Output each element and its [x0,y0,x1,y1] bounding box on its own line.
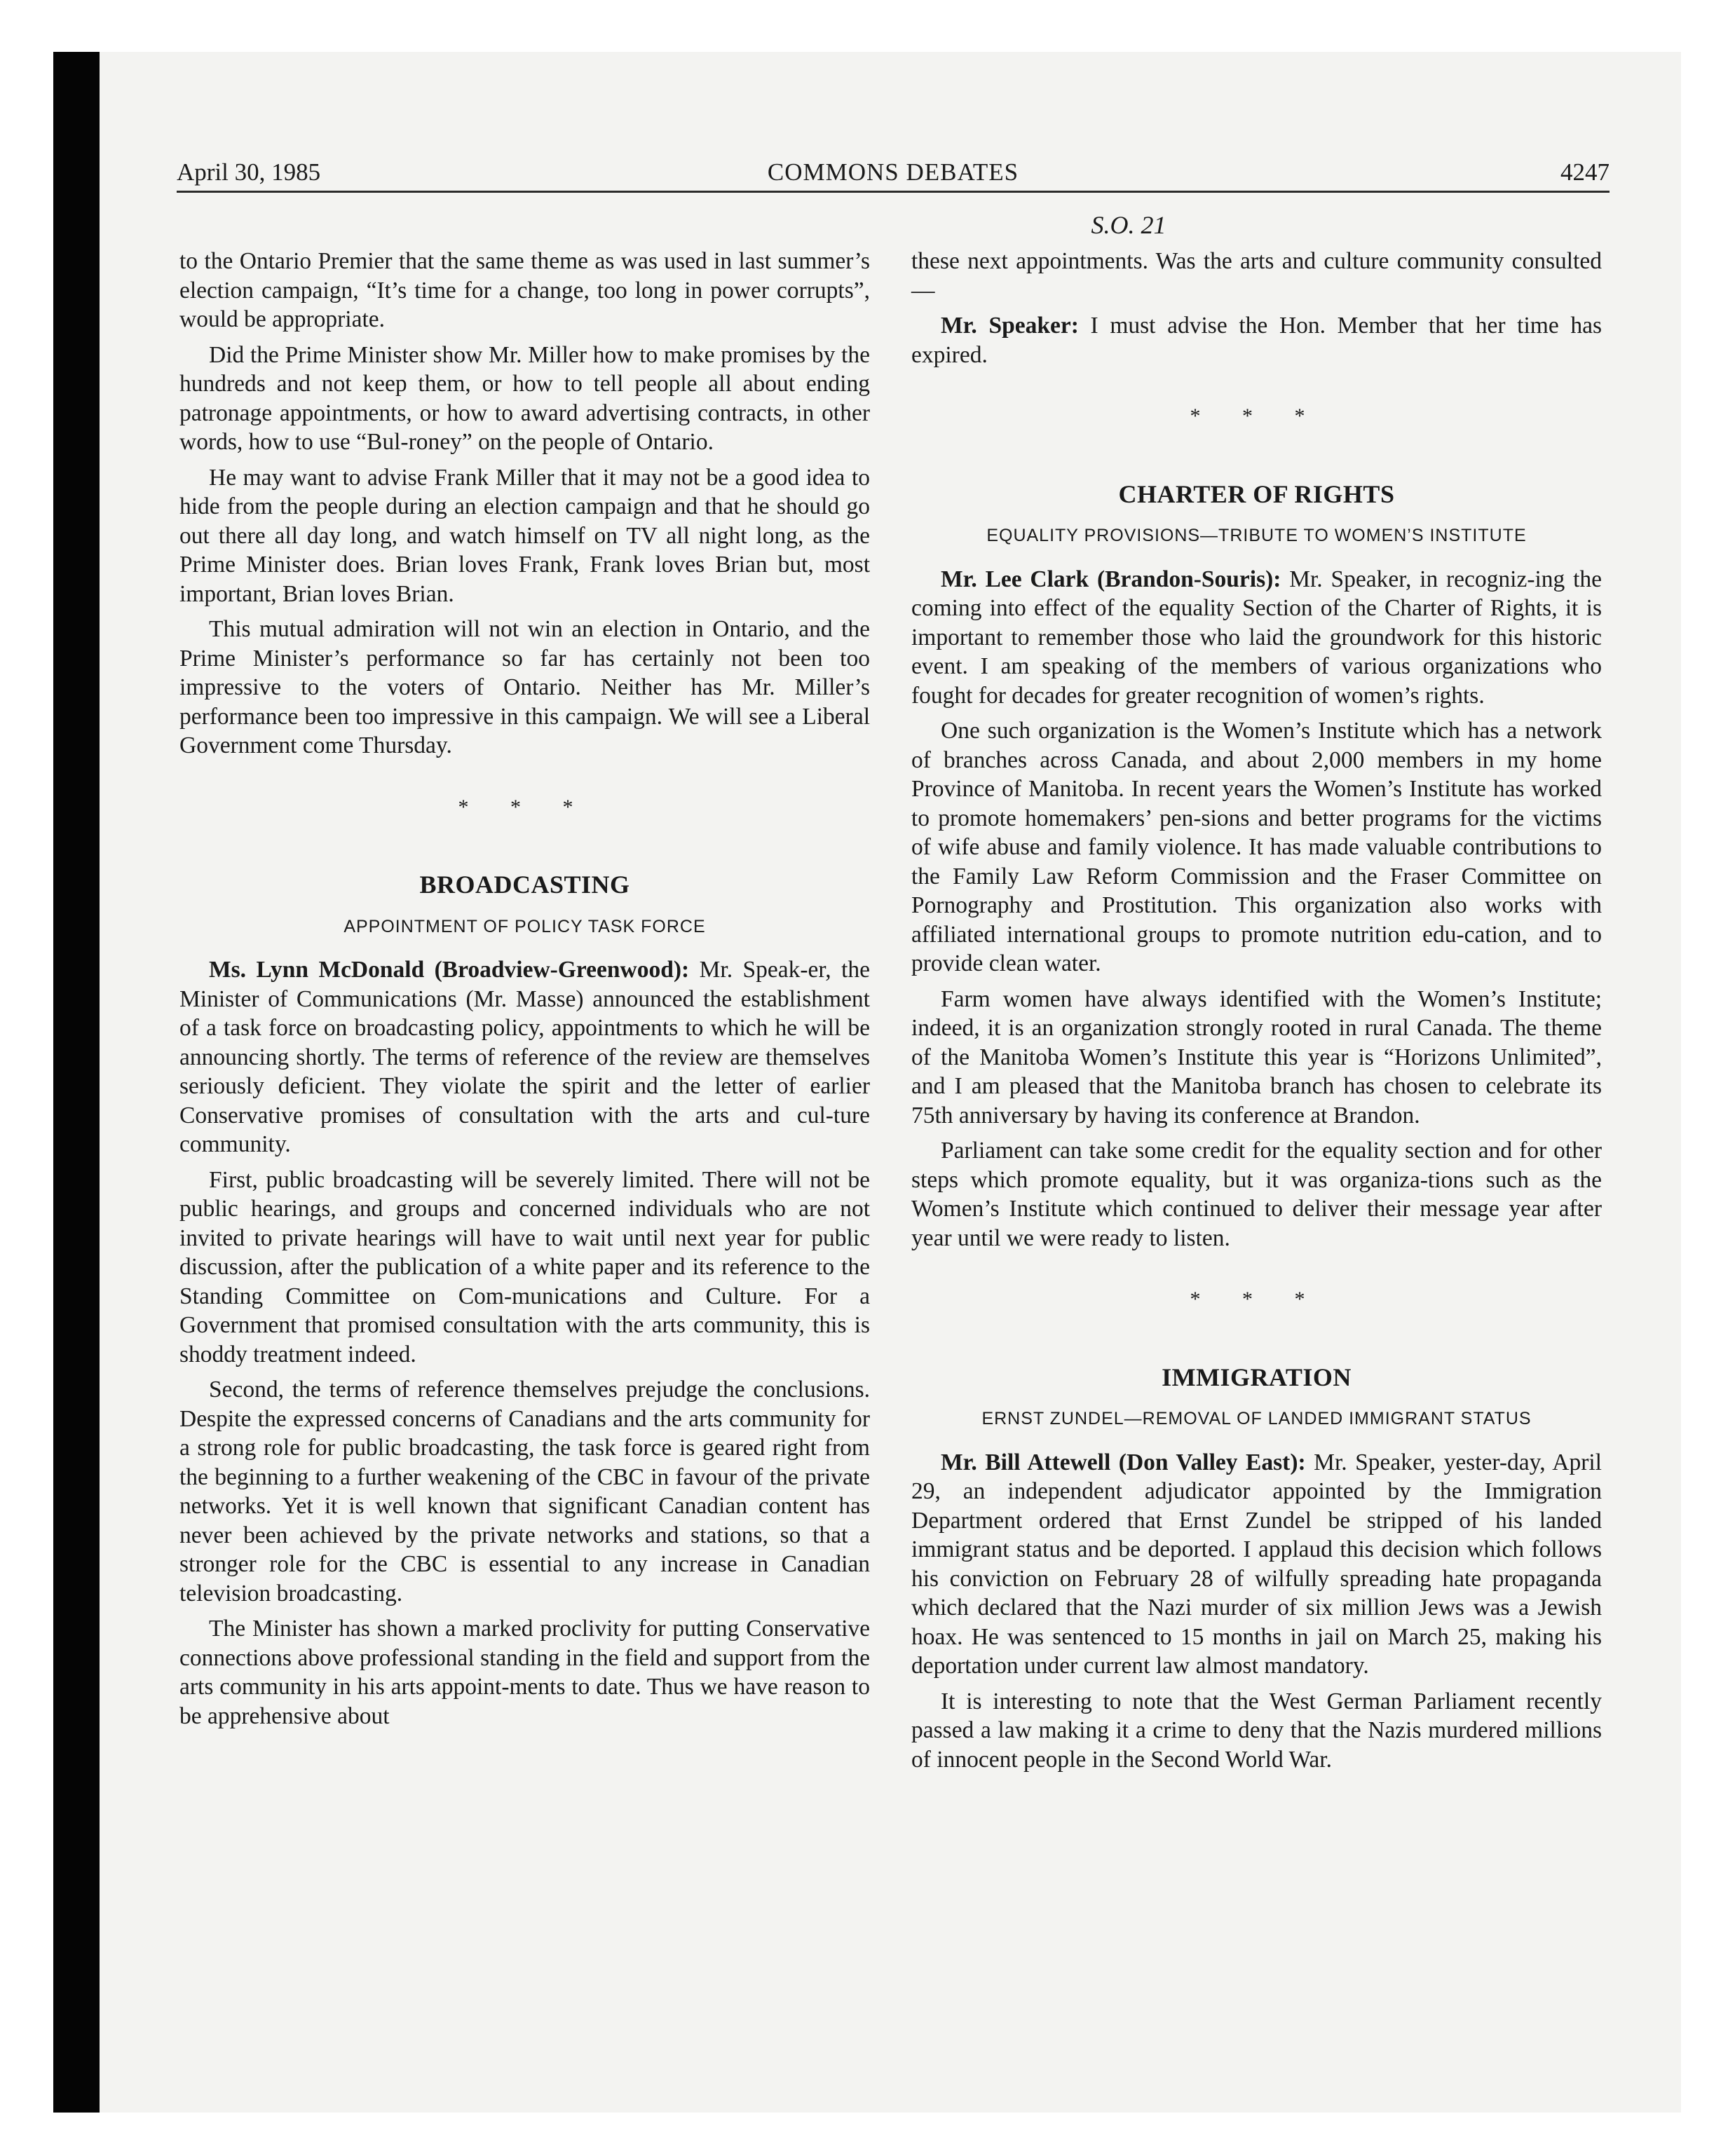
speech-text: Mr. Speaker, in recogniz-ing the coming into effect of the equality Section of the Charter of Rights, it is important to remember those who laid the groundwork for this historic event. I am speaking of the members of various organizations who fought for decades for greater recognition of women’s rights. [911,566,1602,709]
section-divider: * * * [1190,404,1324,428]
paragraph: This mutual admiration will not win an election in Ontario, and the Prime Minister’s performance so far has certainly not been too impressive to the voters of Ontario. Neither has Mr. Miller’s performance been too impressive in this campaign. We will see a Liberal Government come Thursday. [179,616,870,758]
speech-text: I must advise the Hon. Member that her time has expired. [911,313,1602,368]
paragraph: It is interesting to note that the West German Parliament recently passed a law making it a crime to deny that the Nazis murdered millions of innocent people in the Second World War. [911,1688,1602,1773]
section-divider: * * * [458,795,592,819]
page-header [177,156,1610,193]
header-date: April 30, 1985 [177,158,321,186]
section-subheading: ERNST ZUNDEL—REMOVAL OF LANDED IMMIGRANT STATUS [981,1409,1532,1428]
binding-edge [53,52,100,2113]
paragraph: these next appointments. Was the arts and culture community consulted— [911,248,1602,303]
header-title: COMMONS DEBATES [767,158,1019,186]
paragraph: to the Ontario Premier that the same theme as was used in last summer’s election campaign, “It’s time for a change, too long in power corrupts”, would be appropriate. [179,248,870,332]
speech-paragraph [911,1448,1602,1681]
paragraph: One such organization is the Women’s Institute which has a network of branches across Canada, and about 2,000 members in my home Province of Manitoba. In recent years the Women’s Institute has worked to promote homemakers’ pen-sions and better programs for the victims of wife abuse and family violence. It has made valuable contributions to the Family Law Reform Commission and the Fraser Committee on Pornography and Prostitution. This organization also works with affiliated international groups to promote nutrition edu-cation, and to provide clean water. [911,718,1602,976]
section-heading: IMMIGRATION [1162,1363,1352,1391]
section-subheading: EQUALITY PROVISIONS—TRIBUTE TO WOMEN’S INSTITUTE [986,526,1527,545]
paragraph: The Minister has shown a marked proclivity for putting Conservative connections above professional standing in the field and support from the arts community in his arts appoint-ments to date. Thus we have reason to be apprehensive about [179,1616,870,1729]
speech-text: Mr. Speaker, yester-day, April 29, an independent adjudicator appointed by the Immigration Department ordered that Ernst Zundel be stripped of his landed immigrant status and be deported. I applaud this decision which follows his conviction on February 28 of wilfully spreading hate propaganda which declared that the Nazi murder of six million Jews was a Jewish hoax. He was sentenced to 15 months in jail on March 25, making his deportation under current law almost mandatory. [911,1449,1602,1679]
speaker-name: Ms. Lynn McDonald (Broadview-Greenwood): [209,957,690,983]
speech-paragraph [911,565,1602,711]
paragraph: Parliament can take some credit for the equality section and for other steps which promote equality, but it was organiza-tions such as the Women’s Institute which continued to deliver their message year after year until we were ready to listen. [911,1138,1602,1251]
paragraph: He may want to advise Frank Miller that it may not be a good idea to hide from the people during an election campaign and that he should go out there all day long, and watch himself on TV all night long, as the Prime Minister does. Brian loves Frank, Frank loves Brian but, most important, Brian loves Brian. [179,464,870,607]
section-heading: BROADCASTING [419,871,630,899]
paragraph: Farm women have always identified with the Women’s Institute; indeed, it is an organization strongly rooted in rural Canada. The theme of the Manitoba Women’s Institute this year is “Horizons Unlimited”, and I am pleased that the Manitoba branch has chosen to celebrate its 75th anniversary by having its conference at Brandon. [911,985,1602,1128]
paragraph: Did the Prime Minister show Mr. Miller how to make promises by the hundreds and not keep them, or how to tell people all about ending patronage appointments, or how to award advertising contracts, in other words, how to use “Bul-roney” on the people of Ontario. [179,341,870,455]
paragraph: First, public broadcasting will be severely limited. There will not be public hearings, and groups and concerned individuals who are not invited to private hearings will have to wait until next year for public discussion, after the publication of a white paper and its reference to the Standing Committee on Com-munications and Culture. For a Government that promised consultation with the arts community, this is shoddy treatment indeed. [179,1166,870,1367]
section-heading: CHARTER OF RIGHTS [1118,479,1395,508]
speech-paragraph [911,311,1602,369]
page-number: 4247 [1560,158,1610,186]
speaker-name: Mr. Speaker: [941,313,1079,339]
section-subheading: APPOINTMENT OF POLICY TASK FORCE [343,916,706,936]
speech-text: Mr. Speak-er, the Minister of Communications (Mr. Masse) announced the establishment of a task force on broadcasting policy, appointments to which he will be announcing shortly. The terms of reference of the review are themselves seriously deficient. They violate the spirit and the letter of earlier Conservative promises of consultation with the arts and cul-ture community. [179,957,870,1157]
paragraph: Second, the terms of reference themselves prejudge the conclusions. Despite the expressed concerns of Canadians and the arts community for a strong role for public broadcasting, the task force is geared right from the beginning to a further weakening of the CBC in favour of the private networks. Yet it is well known that significant Canadian content has never been achieved by the private networks and stations, so that a stronger role for the CBC is essential to any increase in Canadian television broadcasting. [179,1377,870,1606]
section-label: S.O. 21 [1091,211,1166,239]
left-column [179,247,870,1737]
speaker-name: Mr. Lee Clark (Brandon-Souris): [941,566,1281,592]
section-divider: * * * [1190,1288,1324,1311]
right-column [911,247,1602,1780]
speaker-name: Mr. Bill Attewell (Don Valley East): [941,1449,1306,1475]
speech-paragraph [179,955,870,1159]
